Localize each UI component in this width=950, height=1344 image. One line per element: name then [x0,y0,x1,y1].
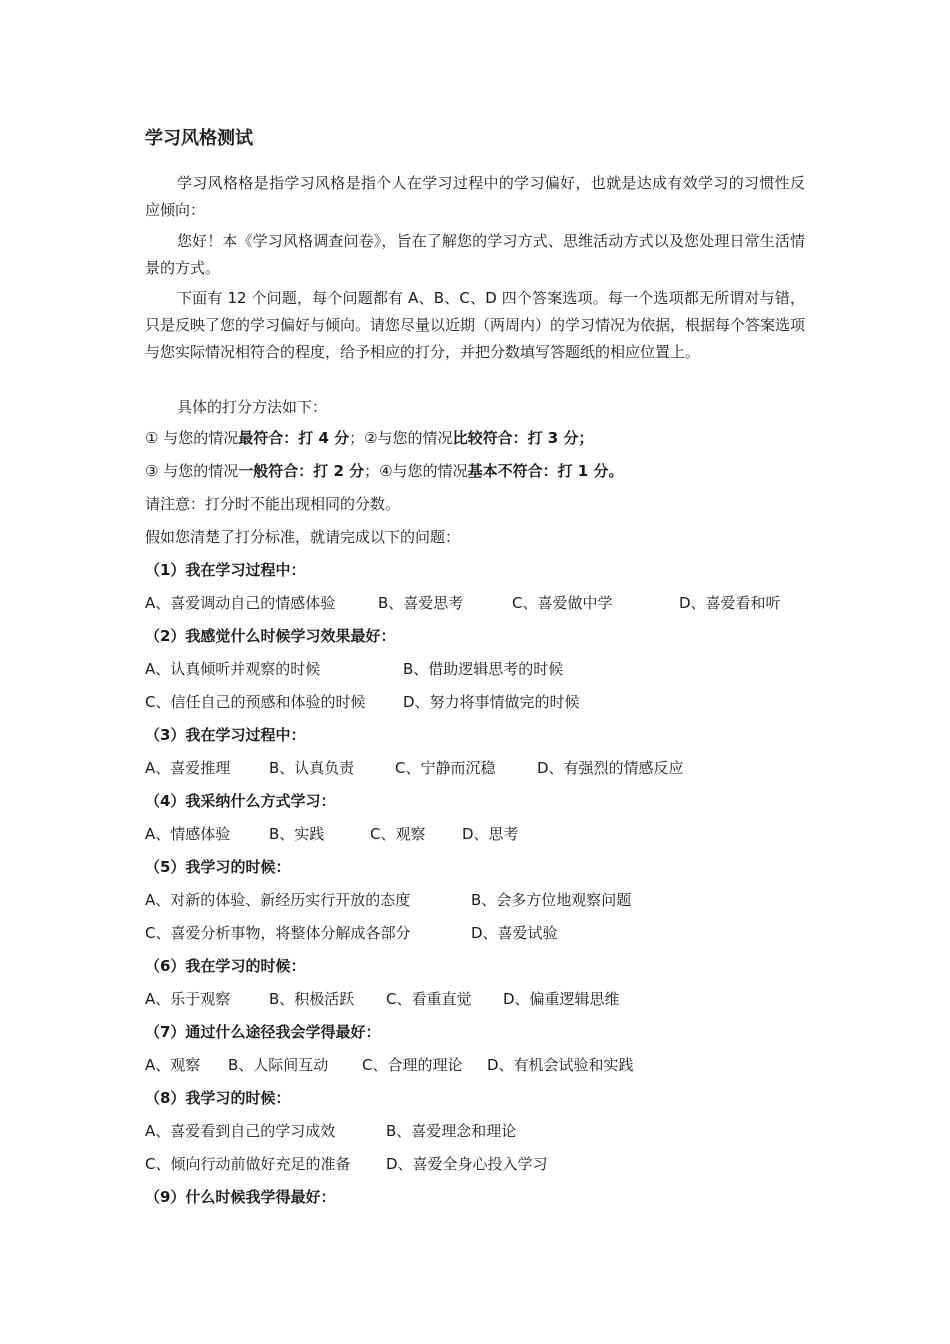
question-5-options-row-1 [145,889,631,911]
option-b: B、人际间互动 [228,1056,329,1074]
question-9: （9）什么时候我学得最好： [145,1188,336,1206]
question-4-options [145,823,519,845]
option-c: C、喜爱做中学 [512,594,613,612]
scoring-rule-2 [145,460,623,482]
intro-paragraph-2: 您好！本《学习风格调查问卷》，旨在了解您的学习方式、思维活动方式以及您处理日常生活情景的方式。 [145,232,805,277]
question-3-options [145,757,684,779]
option-b: B、实践 [269,825,325,843]
question-5: （5）我学习的时候： [145,858,291,876]
option-c: C、倾向行动前做好充足的准备 [145,1155,351,1173]
intro-paragraph-3: 下面有 12 个问题，每个问题都有 A、B、C、D 四个答案选项。每一个选项都无所谓对与错，只是反映了您的学习偏好与倾向。请您尽量以近期（两周内）的学习情况为依据，根据每个答案选项与您实际情况相符合的程度，给予相应的打分，并把分数填写答题纸的相应位置上。 [145,289,806,361]
question-2: （2）我感觉什么时候学习效果最好： [145,627,396,645]
option-b: B、会多方位地观察问题 [471,891,632,909]
instruction-text: 假如您清楚了打分标准，就请完成以下的问题： [145,528,461,546]
option-a: A、认真倾听并观察的时候 [145,660,321,678]
option-b: B、认真负责 [269,759,355,777]
option-d: D、有机会试验和实践 [487,1056,634,1074]
question-5-options-row-2 [145,922,558,944]
option-a: A、观察 [145,1056,201,1074]
document-title: 学习风格测试 [145,128,253,149]
question-6: （6）我在学习的时候： [145,957,306,975]
option-d: D、喜爱看和听 [679,594,781,612]
option-a: A、喜爱看到自己的学习成效 [145,1122,336,1140]
option-c: C、合理的理论 [362,1056,463,1074]
option-a: A、喜爱推理 [145,759,231,777]
scoring-emphasis: 基本不符合：打 1 分。 [467,462,624,480]
scoring-emphasis: 比较符合：打 3 分； [452,429,594,447]
option-a: A、对新的体验、新经历实行开放的态度 [145,891,411,909]
option-d: D、思考 [462,825,519,843]
scoring-text: ③ 与您的情况 [145,462,239,480]
scoring-emphasis: 一般符合：打 2 分 [238,462,365,480]
option-c: C、观察 [370,825,426,843]
option-d: D、喜爱全身心投入学习 [386,1155,548,1173]
option-c: C、宁静而沉稳 [395,759,496,777]
option-d: D、努力将事情做完的时候 [403,693,580,711]
option-b: B、借助逻辑思考的时候 [403,660,564,678]
question-8: （8）我学习的时候： [145,1089,291,1107]
intro-paragraph-1: 学习风格格是指学习风格是指个人在学习过程中的学习偏好，也就是达成有效学习的习惯性反应倾向： [145,174,805,219]
option-c: C、喜爱分析事物，将整体分解成各部分 [145,924,411,942]
question-2-options-row-2 [145,691,580,713]
question-2-options-row-1 [145,658,563,680]
question-4: （4）我采纳什么方式学习： [145,792,336,810]
question-6-options [145,988,620,1010]
option-d: D、喜爱试验 [471,924,558,942]
scoring-rule-1 [145,427,593,449]
option-a: A、乐于观察 [145,990,231,1008]
option-c: C、看重直觉 [386,990,472,1008]
question-8-options-row-2 [145,1153,548,1175]
question-8-options-row-1 [145,1120,516,1142]
option-d: D、有强烈的情感反应 [537,759,684,777]
notice-text: 请注意：打分时不能出现相同的分数。 [145,495,401,513]
option-b: B、积极活跃 [269,990,355,1008]
question-1: （1）我在学习过程中： [145,561,306,579]
option-b: B、喜爱思考 [378,594,464,612]
option-a: A、情感体验 [145,825,231,843]
question-7-options [145,1054,634,1076]
question-3: （3）我在学习过程中： [145,726,306,744]
scoring-text: ① 与您的情况 [145,429,239,447]
question-7: （7）通过什么途径我会学得最好： [145,1023,381,1041]
option-d: D、偏重逻辑思维 [503,990,620,1008]
scoring-emphasis: 最符合：打 4 分 [238,429,350,447]
option-b: B、喜爱理念和理论 [386,1122,517,1140]
scoring-text: ；④与您的情况 [364,462,468,480]
option-c: C、信任自己的预感和体验的时候 [145,693,366,711]
option-a: A、喜爱调动自己的情感体验 [145,594,336,612]
question-1-options [145,592,781,614]
intro-paragraph-4: 具体的打分方法如下： [177,398,328,416]
scoring-text: ；②与您的情况 [349,429,453,447]
